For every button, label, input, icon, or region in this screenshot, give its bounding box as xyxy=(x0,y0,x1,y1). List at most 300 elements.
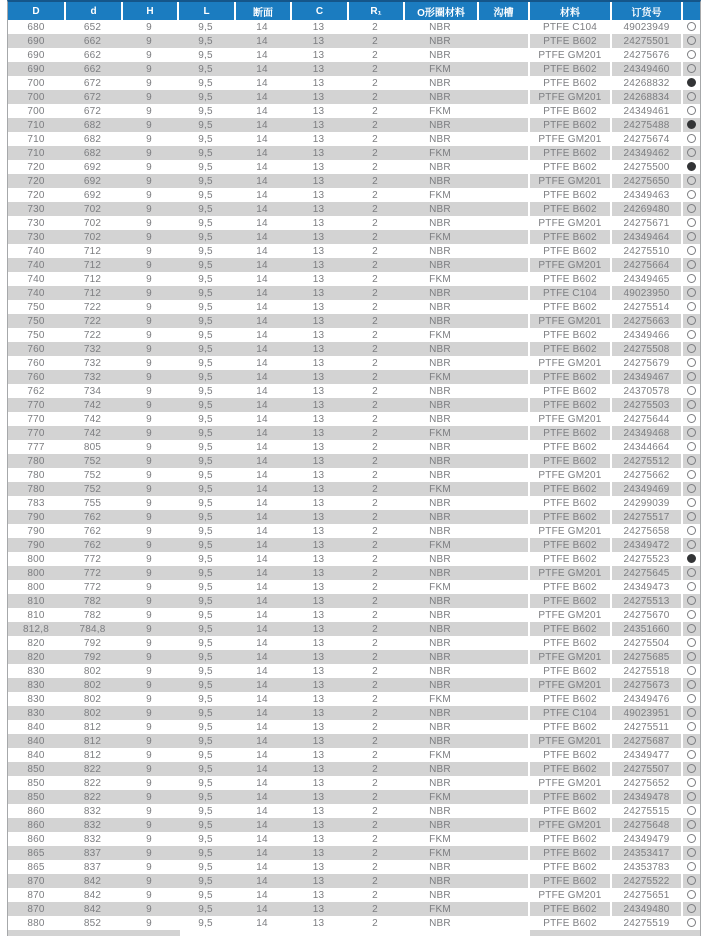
col-header-order-number: 订货号 xyxy=(610,2,681,20)
cell-material: PTFE GM201 xyxy=(528,650,610,664)
cell-r1: 2 xyxy=(372,245,378,257)
cell-r1: 2 xyxy=(372,161,378,173)
cell-order-number: 24275685 xyxy=(610,650,681,664)
cell-inner-diameter: 852 xyxy=(83,917,102,929)
cell-c: 13 xyxy=(290,118,347,132)
table-row xyxy=(8,272,700,286)
cell-length: 9,5 xyxy=(198,469,213,481)
cell-order-number: 24275650 xyxy=(610,174,681,188)
cell-order-number: 24370578 xyxy=(610,384,681,398)
cell-oring-material: NBR xyxy=(403,258,477,272)
cell-availability xyxy=(681,664,700,678)
open-circle-icon xyxy=(687,316,696,325)
col-header-cross-section: 断面 xyxy=(234,2,290,20)
cell-cross-section: 14 xyxy=(256,777,268,789)
cell-length: 9,5 xyxy=(198,749,213,761)
cell-oring-material: FKM xyxy=(429,273,451,285)
cell-outer-diameter: 760 xyxy=(8,342,64,356)
cell-order-number: 24275662 xyxy=(610,468,681,482)
cell-outer-diameter: 790 xyxy=(27,525,45,537)
cell-c: 13 xyxy=(290,510,347,524)
cell-availability xyxy=(681,48,700,62)
cell-r1: 2 xyxy=(372,441,378,453)
cell-cross-section: 14 xyxy=(234,90,290,104)
open-circle-icon xyxy=(687,610,696,619)
cell-cross-section: 14 xyxy=(256,385,268,397)
cell-r1: 2 xyxy=(372,77,378,89)
cell-height: 9 xyxy=(146,413,152,425)
cell-outer-diameter: 820 xyxy=(8,650,64,664)
cell-order-number: 24275513 xyxy=(610,594,681,608)
cell-availability xyxy=(681,132,700,146)
seal-size-table xyxy=(8,2,700,930)
open-circle-icon xyxy=(687,358,696,367)
cell-groove xyxy=(477,258,528,272)
cell-outer-diameter: 810 xyxy=(27,609,45,621)
cell-order-number: 24349480 xyxy=(610,902,681,916)
cell-inner-diameter: 812 xyxy=(83,721,102,733)
table-row xyxy=(8,818,700,832)
table-row xyxy=(8,384,700,398)
cell-availability xyxy=(681,118,700,132)
table-row xyxy=(8,286,700,300)
table-row xyxy=(8,636,700,650)
cell-c: 13 xyxy=(312,217,325,229)
cell-length: 9,5 xyxy=(177,790,234,804)
cell-height: 9 xyxy=(121,146,177,160)
cell-r1: 2 xyxy=(347,258,403,272)
cell-c: 13 xyxy=(290,538,347,552)
cell-length: 9,5 xyxy=(177,706,234,720)
cell-material: PTFE B602 xyxy=(528,118,610,132)
cell-height: 9 xyxy=(146,917,152,929)
cell-groove xyxy=(477,272,528,286)
cell-availability xyxy=(681,300,700,314)
cell-order-number: 49023950 xyxy=(610,286,681,300)
cell-r1: 2 xyxy=(372,329,378,341)
cell-height: 9 xyxy=(121,566,177,580)
cell-order-number: 24353417 xyxy=(610,846,681,860)
cell-c: 13 xyxy=(312,77,325,89)
cell-groove xyxy=(477,370,528,384)
cell-r1: 2 xyxy=(372,189,378,201)
cell-cross-section: 14 xyxy=(234,342,290,356)
cell-order-number: 24269480 xyxy=(610,202,681,216)
cell-c: 13 xyxy=(312,777,325,789)
cell-availability xyxy=(681,832,700,846)
open-circle-icon xyxy=(687,204,696,213)
cell-length: 9,5 xyxy=(198,889,213,901)
cell-order-number: 24275508 xyxy=(610,342,681,356)
cell-material: PTFE B602 xyxy=(528,496,610,510)
table-row xyxy=(8,846,700,860)
cell-height: 9 xyxy=(146,105,152,117)
cell-groove xyxy=(477,538,528,552)
cell-height: 9 xyxy=(121,34,177,48)
cell-groove xyxy=(477,636,528,650)
cell-inner-diameter: 732 xyxy=(64,342,121,356)
cell-cross-section: 14 xyxy=(256,861,268,873)
open-circle-icon xyxy=(687,666,696,675)
cell-length: 9,5 xyxy=(177,650,234,664)
cell-outer-diameter: 860 xyxy=(27,805,45,817)
cell-outer-diameter: 840 xyxy=(27,721,45,733)
cell-inner-diameter: 752 xyxy=(64,482,121,496)
cell-groove xyxy=(477,230,528,244)
cell-groove xyxy=(477,664,528,678)
cell-c: 13 xyxy=(290,622,347,636)
cell-groove xyxy=(477,594,528,608)
cell-cross-section: 14 xyxy=(256,133,268,145)
cell-length: 9,5 xyxy=(198,385,213,397)
cell-availability xyxy=(681,342,700,356)
cell-availability xyxy=(681,384,700,398)
cell-oring-material: NBR xyxy=(403,342,477,356)
cell-r1: 2 xyxy=(347,594,403,608)
cell-oring-material: NBR xyxy=(403,706,477,720)
table-row xyxy=(8,412,700,426)
cell-cross-section: 14 xyxy=(256,609,268,621)
cell-outer-diameter: 690 xyxy=(27,49,45,61)
cell-outer-diameter: 790 xyxy=(8,510,64,524)
cell-availability xyxy=(681,272,700,286)
cell-c: 13 xyxy=(290,258,347,272)
open-circle-icon xyxy=(687,22,696,31)
cell-cross-section: 14 xyxy=(234,790,290,804)
cell-height: 9 xyxy=(146,161,152,173)
cell-material: PTFE B602 xyxy=(528,594,610,608)
cell-outer-diameter: 740 xyxy=(27,245,45,257)
open-circle-icon xyxy=(687,708,696,717)
cell-order-number: 24275644 xyxy=(610,412,681,426)
open-circle-icon xyxy=(687,386,696,395)
cell-groove xyxy=(477,818,528,832)
cell-oring-material: NBR xyxy=(429,385,451,397)
cell-order-number: 24349467 xyxy=(610,370,681,384)
cell-r1: 2 xyxy=(372,693,378,705)
cell-oring-material: FKM xyxy=(429,581,451,593)
cell-availability xyxy=(681,440,700,454)
cell-r1: 2 xyxy=(372,21,378,33)
cell-height: 9 xyxy=(121,454,177,468)
cell-outer-diameter: 865 xyxy=(8,846,64,860)
cell-groove xyxy=(477,426,528,440)
cell-availability xyxy=(681,678,700,692)
cell-cross-section: 14 xyxy=(256,105,268,117)
cell-oring-material: NBR xyxy=(403,34,477,48)
cell-inner-diameter: 762 xyxy=(64,538,121,552)
cell-order-number: 24275676 xyxy=(610,48,681,62)
cell-oring-material: FKM xyxy=(403,62,477,76)
cell-inner-diameter: 822 xyxy=(83,777,102,789)
cell-oring-material: NBR xyxy=(403,174,477,188)
table-row xyxy=(8,482,700,496)
cell-groove xyxy=(477,650,528,664)
open-circle-icon xyxy=(687,470,696,479)
cell-oring-material: FKM xyxy=(429,329,451,341)
cell-outer-diameter: 720 xyxy=(8,174,64,188)
cell-material: PTFE B602 xyxy=(528,916,610,930)
cell-inner-diameter: 702 xyxy=(64,202,121,216)
cell-order-number: 24275663 xyxy=(610,314,681,328)
cell-outer-diameter: 830 xyxy=(8,678,64,692)
cell-height: 9 xyxy=(121,622,177,636)
cell-r1: 2 xyxy=(372,777,378,789)
cell-height: 9 xyxy=(121,342,177,356)
cell-height: 9 xyxy=(146,749,152,761)
cell-groove xyxy=(477,300,528,314)
cell-order-number: 24275658 xyxy=(610,524,681,538)
cell-length: 9,5 xyxy=(177,34,234,48)
table-row xyxy=(8,440,700,454)
cell-r1: 2 xyxy=(372,497,378,509)
cell-inner-diameter: 752 xyxy=(83,469,102,481)
table-row xyxy=(8,762,700,776)
cell-length: 9,5 xyxy=(198,637,213,649)
cell-c: 13 xyxy=(290,286,347,300)
cell-height: 9 xyxy=(146,833,152,845)
cell-groove xyxy=(477,454,528,468)
cell-order-number: 24349469 xyxy=(610,482,681,496)
cell-outer-diameter: 710 xyxy=(8,146,64,160)
cell-material: PTFE GM201 xyxy=(528,412,610,426)
cell-material: PTFE GM201 xyxy=(528,566,610,580)
cell-order-number: 49023951 xyxy=(610,706,681,720)
cell-availability xyxy=(681,244,700,258)
cell-groove xyxy=(477,608,528,622)
cell-oring-material: NBR xyxy=(403,566,477,580)
cell-height: 9 xyxy=(146,357,152,369)
cell-order-number: 24349479 xyxy=(610,832,681,846)
cell-outer-diameter: 690 xyxy=(8,62,64,76)
cell-r1: 2 xyxy=(372,833,378,845)
cell-inner-diameter: 782 xyxy=(83,609,102,621)
cell-oring-material: NBR xyxy=(403,454,477,468)
cell-groove xyxy=(477,34,528,48)
cell-material: PTFE B602 xyxy=(528,230,610,244)
table-row xyxy=(8,426,700,440)
cell-height: 9 xyxy=(121,202,177,216)
cell-length: 9,5 xyxy=(198,329,213,341)
cell-cross-section: 14 xyxy=(234,622,290,636)
open-circle-icon xyxy=(687,400,696,409)
cell-groove xyxy=(477,706,528,720)
cell-outer-diameter: 762 xyxy=(27,385,45,397)
cell-length: 9,5 xyxy=(177,398,234,412)
cell-c: 13 xyxy=(312,161,325,173)
cell-material: PTFE B602 xyxy=(528,272,610,286)
table-row xyxy=(8,622,700,636)
cell-outer-diameter: 750 xyxy=(27,301,45,313)
cell-cross-section: 14 xyxy=(234,734,290,748)
cell-c: 13 xyxy=(312,497,325,509)
col-header-r1: R₁ xyxy=(347,2,403,20)
cell-material: PTFE B602 xyxy=(528,62,610,76)
cell-material: PTFE B602 xyxy=(528,146,610,160)
cell-length: 9,5 xyxy=(198,861,213,873)
cell-r1: 2 xyxy=(372,525,378,537)
cell-outer-diameter: 800 xyxy=(27,553,45,565)
cell-r1: 2 xyxy=(347,230,403,244)
cell-height: 9 xyxy=(146,525,152,537)
cell-length: 9,5 xyxy=(198,805,213,817)
cell-groove xyxy=(477,356,528,370)
cell-length: 9,5 xyxy=(177,734,234,748)
cell-order-number: 24349477 xyxy=(610,748,681,762)
cell-groove xyxy=(477,48,528,62)
cell-material: PTFE GM201 xyxy=(528,258,610,272)
open-circle-icon xyxy=(687,36,696,45)
cell-length: 9,5 xyxy=(177,678,234,692)
cell-length: 9,5 xyxy=(198,273,213,285)
cell-inner-diameter: 662 xyxy=(64,34,121,48)
cell-height: 9 xyxy=(146,861,152,873)
cell-outer-diameter: 850 xyxy=(8,790,64,804)
cell-c: 13 xyxy=(290,846,347,860)
cell-availability xyxy=(681,370,700,384)
cell-availability xyxy=(681,398,700,412)
cell-groove xyxy=(477,132,528,146)
cell-material: PTFE B602 xyxy=(528,580,610,594)
cell-inner-diameter: 712 xyxy=(83,245,102,257)
cell-oring-material: NBR xyxy=(429,721,451,733)
cell-groove xyxy=(477,62,528,76)
cell-c: 13 xyxy=(290,650,347,664)
cell-material: PTFE B602 xyxy=(528,804,610,818)
cell-order-number: 24275645 xyxy=(610,566,681,580)
cell-material: PTFE C104 xyxy=(528,706,610,720)
cell-oring-material: NBR xyxy=(403,510,477,524)
cell-inner-diameter: 842 xyxy=(64,902,121,916)
cell-length: 9,5 xyxy=(177,622,234,636)
cell-availability xyxy=(681,328,700,342)
cell-c: 13 xyxy=(290,202,347,216)
cell-oring-material: NBR xyxy=(429,133,451,145)
cell-availability xyxy=(681,104,700,118)
cell-inner-diameter: 822 xyxy=(64,790,121,804)
cell-c: 13 xyxy=(290,818,347,832)
cell-cross-section: 14 xyxy=(234,650,290,664)
cell-cross-section: 14 xyxy=(234,314,290,328)
open-circle-icon xyxy=(687,722,696,731)
cell-order-number: 24349463 xyxy=(610,188,681,202)
cell-length: 9,5 xyxy=(177,202,234,216)
cell-length: 9,5 xyxy=(177,62,234,76)
cell-r1: 2 xyxy=(347,118,403,132)
cell-material: PTFE B602 xyxy=(528,510,610,524)
cell-groove xyxy=(477,76,528,90)
cell-length: 9,5 xyxy=(177,538,234,552)
cell-availability xyxy=(681,566,700,580)
cell-material: PTFE GM201 xyxy=(528,356,610,370)
table-row xyxy=(8,160,700,174)
cell-height: 9 xyxy=(121,818,177,832)
cell-cross-section: 14 xyxy=(256,693,268,705)
cell-length: 9,5 xyxy=(198,497,213,509)
cell-r1: 2 xyxy=(372,105,378,117)
cell-length: 9,5 xyxy=(198,917,213,929)
cell-height: 9 xyxy=(146,581,152,593)
table-row xyxy=(8,496,700,510)
cell-c: 13 xyxy=(312,105,325,117)
cell-oring-material: NBR xyxy=(429,357,451,369)
cell-outer-diameter: 810 xyxy=(8,594,64,608)
cell-outer-diameter: 830 xyxy=(27,665,45,677)
cell-availability xyxy=(681,818,700,832)
cell-r1: 2 xyxy=(347,902,403,916)
cell-length: 9,5 xyxy=(198,553,213,565)
cell-r1: 2 xyxy=(347,314,403,328)
cell-c: 13 xyxy=(290,146,347,160)
cell-availability xyxy=(681,146,700,160)
cell-order-number: 24275503 xyxy=(610,398,681,412)
cell-inner-diameter: 805 xyxy=(83,441,102,453)
cell-c: 13 xyxy=(290,370,347,384)
cell-order-number: 24351660 xyxy=(610,622,681,636)
cell-c: 13 xyxy=(290,426,347,440)
cell-inner-diameter: 772 xyxy=(64,566,121,580)
cell-order-number: 24275648 xyxy=(610,818,681,832)
cell-availability xyxy=(681,580,700,594)
open-circle-icon xyxy=(687,806,696,815)
cell-material: PTFE GM201 xyxy=(528,678,610,692)
cell-outer-diameter: 860 xyxy=(8,818,64,832)
cell-groove xyxy=(477,286,528,300)
cell-groove xyxy=(477,384,528,398)
cell-inner-diameter: 755 xyxy=(83,497,102,509)
cell-oring-material: NBR xyxy=(429,777,451,789)
open-circle-icon xyxy=(687,134,696,143)
cell-height: 9 xyxy=(121,734,177,748)
cell-order-number: 24275670 xyxy=(610,608,681,622)
cell-order-number: 24349462 xyxy=(610,146,681,160)
table-row xyxy=(8,860,700,874)
cell-inner-diameter: 784,8 xyxy=(64,622,121,636)
cell-cross-section: 14 xyxy=(256,273,268,285)
cell-order-number: 24349473 xyxy=(610,580,681,594)
cell-groove xyxy=(477,790,528,804)
cell-length: 9,5 xyxy=(198,413,213,425)
cell-length: 9,5 xyxy=(177,902,234,916)
cell-outer-diameter: 840 xyxy=(8,734,64,748)
cell-material: PTFE B602 xyxy=(528,874,610,888)
cell-height: 9 xyxy=(121,510,177,524)
cell-material: PTFE GM201 xyxy=(528,524,610,538)
cell-length: 9,5 xyxy=(177,146,234,160)
cell-oring-material: NBR xyxy=(429,525,451,537)
filled-circle-icon xyxy=(687,78,696,87)
cell-length: 9,5 xyxy=(198,161,213,173)
cell-oring-material: NBR xyxy=(429,21,451,33)
cell-r1: 2 xyxy=(372,889,378,901)
cell-material: PTFE GM201 xyxy=(528,888,610,902)
cell-outer-diameter: 770 xyxy=(27,413,45,425)
cell-groove xyxy=(477,160,528,174)
cell-outer-diameter: 680 xyxy=(27,21,45,33)
cell-order-number: 49023949 xyxy=(610,20,681,34)
cell-groove xyxy=(477,146,528,160)
cell-inner-diameter: 712 xyxy=(64,286,121,300)
cell-order-number: 24299039 xyxy=(610,496,681,510)
cell-material: PTFE B602 xyxy=(528,384,610,398)
cell-material: PTFE C104 xyxy=(528,286,610,300)
cell-groove xyxy=(477,202,528,216)
table-row xyxy=(8,692,700,706)
cell-cross-section: 14 xyxy=(234,146,290,160)
cell-cross-section: 14 xyxy=(256,637,268,649)
cell-height: 9 xyxy=(121,650,177,664)
cell-c: 13 xyxy=(290,874,347,888)
